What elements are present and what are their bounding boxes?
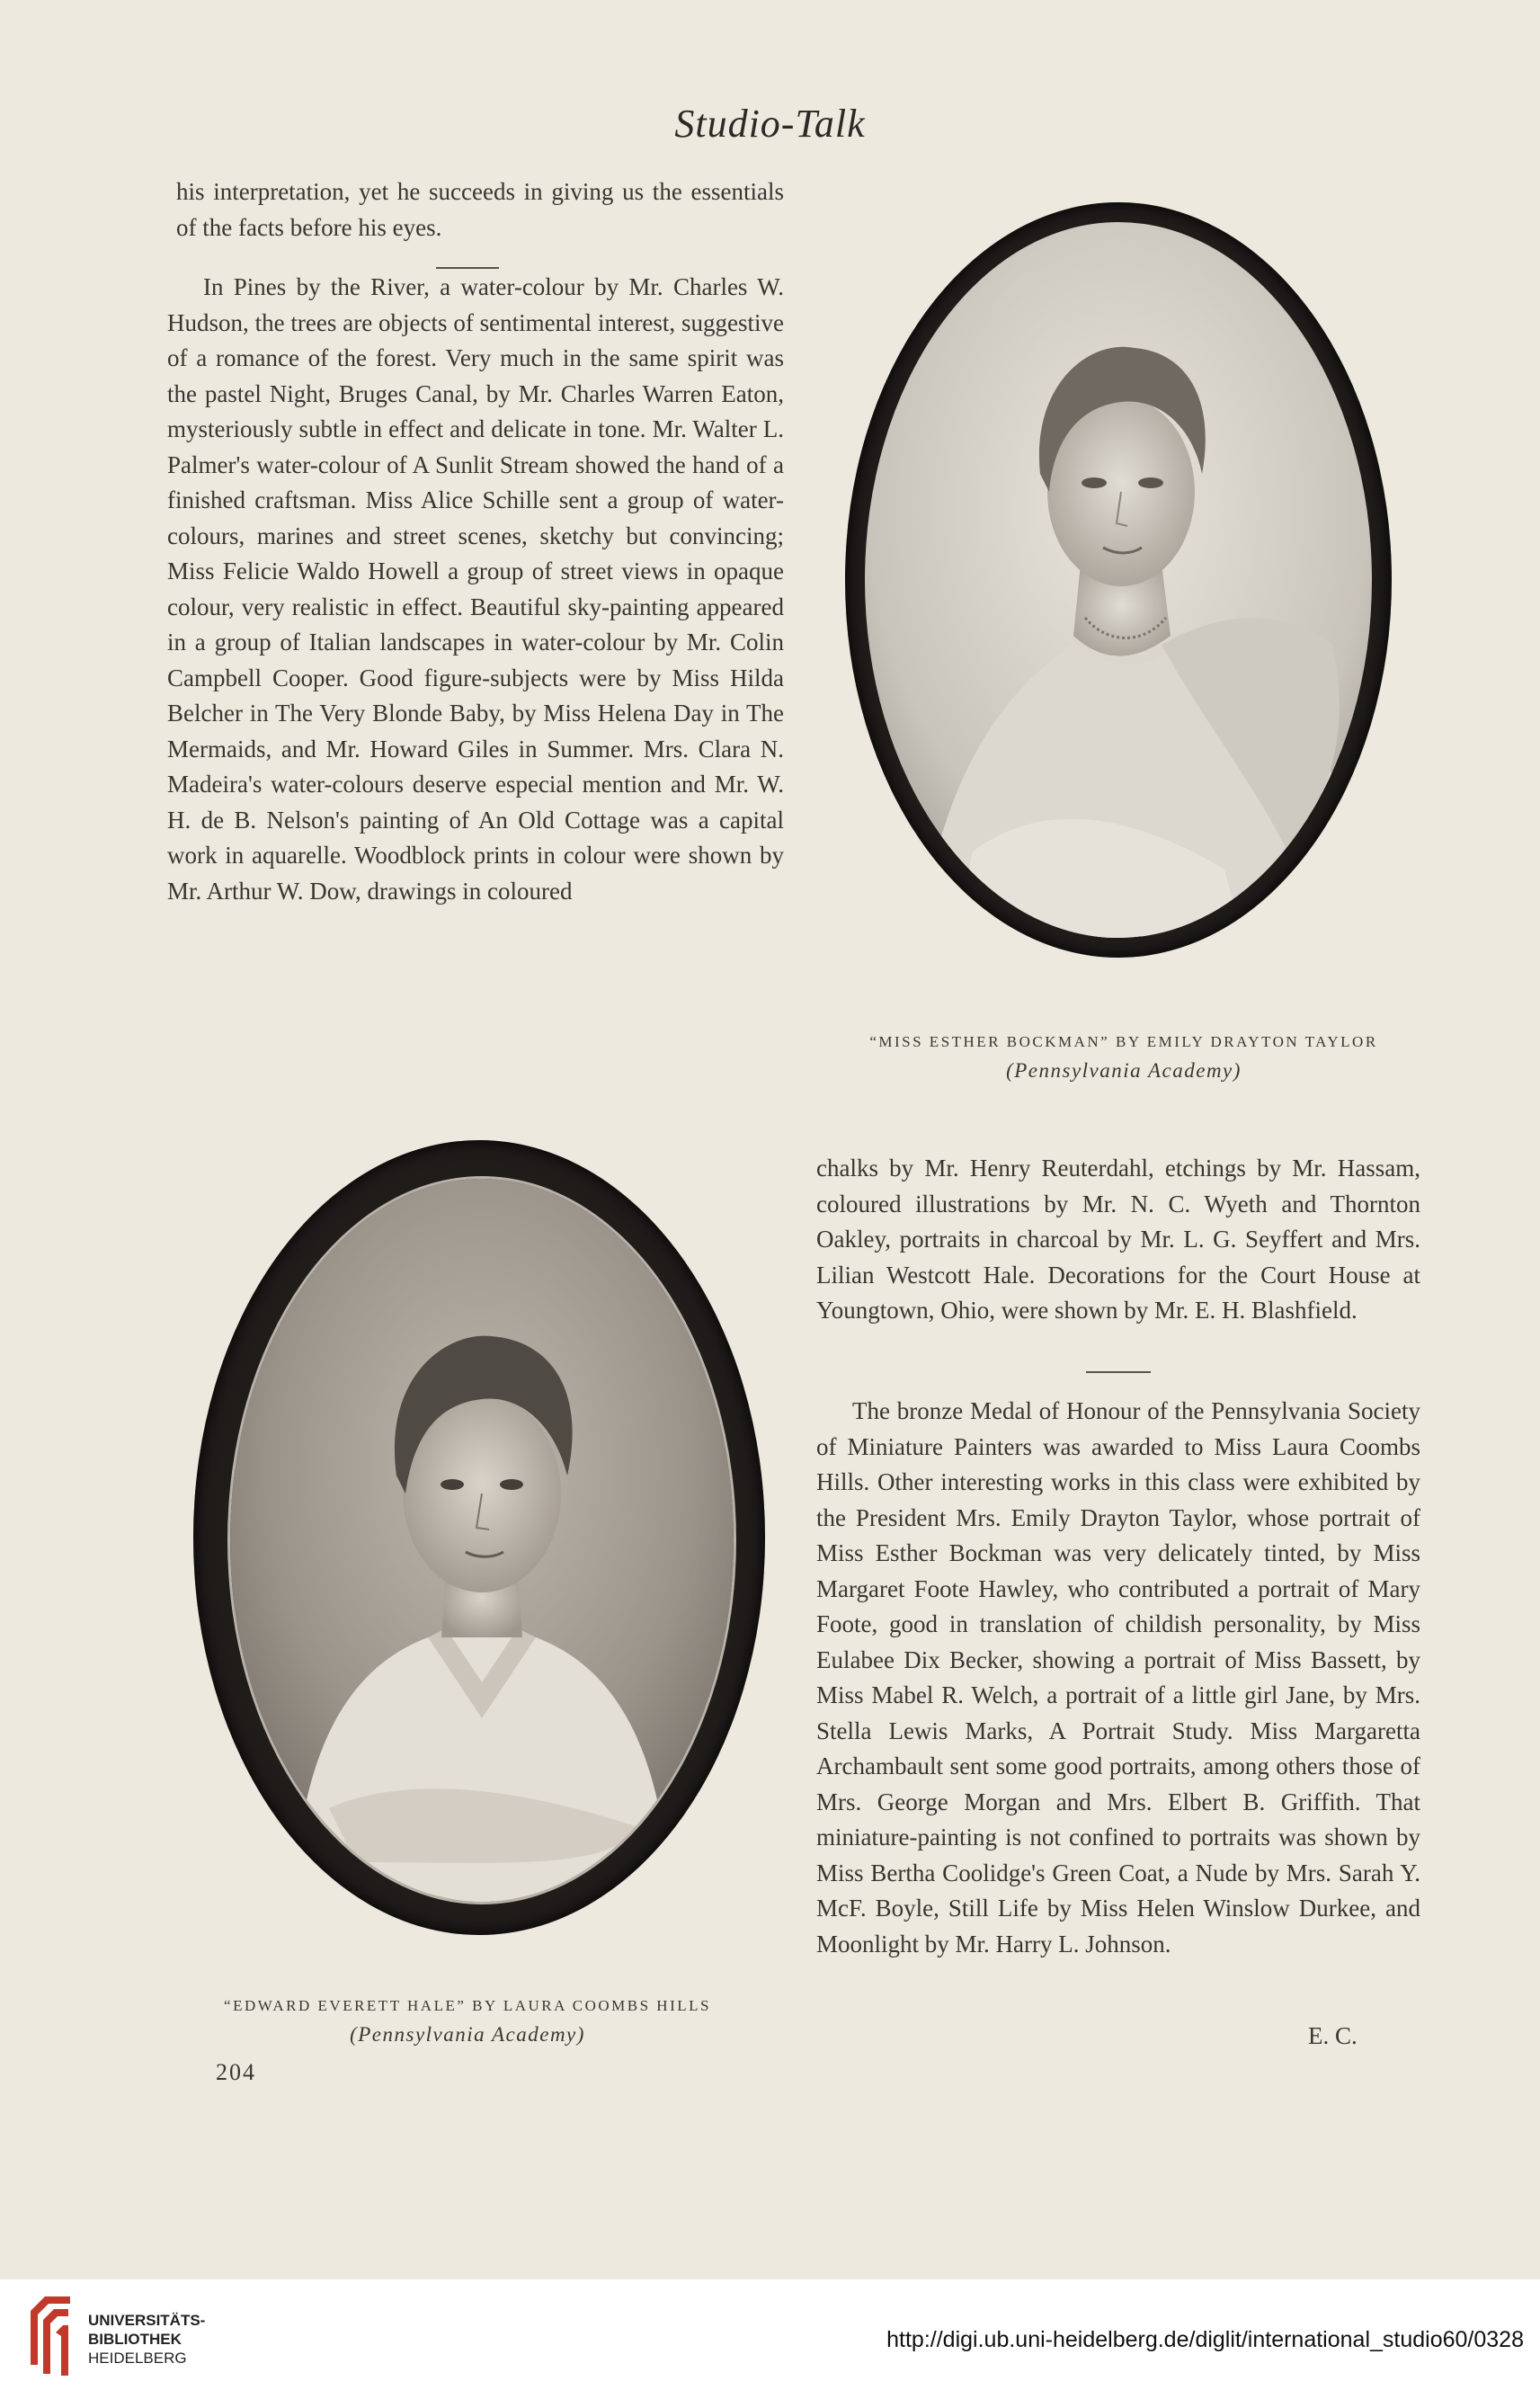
left-para-1: his interpretation, yet he succeeds in giving us the essentials of the facts before his eyes.: [176, 178, 784, 241]
right-column: [816, 1151, 1420, 1329]
caption-bockman: [814, 1028, 1434, 1085]
page-number: 204: [216, 2059, 256, 2085]
right-para-2: The bronze Medal of Honour of the Pennsylvania Society of Miniature Painters was awarded to Miss Laura Coombs Hills. Other interesting works in this class were exhibited by the President Mrs. Emily Drayton Taylor, whose portrait of Miss Esther Bockman was very delicately tinted, by Miss Margaret Foote Hawley, who contributed a portrait of Mary Foote, good in translation of childish personality, by Miss Eulabee Dix Becker, showing a portrait of Miss Bassett, by Miss Mabel R. Welch, a portrait of a little girl Jane, by Mrs. Stella Lewis Marks, A Portrait Study. Miss Margaretta Archambault sent some good portraits, among others those of Mrs. George Morgan and Mrs. Elbert B. Griffith. That miniature-painting is not confined to portraits was shown by Miss Bertha Coolidge's Green Coat, a Nude by Mrs. Sarah Y. McF. Boyle, Still Life by Miss Helen Winslow Durkee, and Moonlight by Mr. Harry L. Johnson.: [816, 1397, 1420, 1957]
right-para-1: chalks by Mr. Henry Reuterdahl, etchings by Mr. Hassam, coloured illustrations by Mr. N. C. Wyeth and Thornton Oakley, portraits in charcoal by Mr. L. G. Seyffert and Mrs. Lilian Westcott Hale. Decorations for the Court House at Youngtown, Ohio, were shown by Mr. E. H. Blashfield.: [816, 1155, 1420, 1324]
caption-hale-title: “EDWARD EVERETT HALE” BY LAURA COOMBS HILLS: [224, 1997, 711, 2014]
left-column: [176, 174, 784, 245]
library-logo-icon: [27, 2293, 74, 2378]
portrait-image-hale: [227, 1176, 736, 1904]
caption-hale-credit: (Pennsylvania Academy): [350, 2023, 585, 2046]
right-column-main: [816, 1394, 1420, 1962]
portrait-frame-hale: [193, 1140, 765, 1935]
caption-bockman-title: “MISS ESTHER BOCKMAN” BY EMILY DRAYTON TAYLOR: [869, 1033, 1378, 1050]
library-name-line1: UNIVERSITÄTS-: [88, 2312, 206, 2329]
caption-bockman-credit: (Pennsylvania Academy): [1006, 1059, 1242, 1082]
left-para-2: In Pines by the River, a water-colour by Mr. Charles W. Hudson, the trees are objects of sentimental interest, suggestive of a romance of the forest. Very much in the same spirit was the pastel Night, Bruges Canal, by Mr. Charles Warren Eaton, mysteriously subtle in effect and delicate in tone. Mr. Walter L. Palmer's water-colour of A Sunlit Stream showed the hand of a finished craftsman. Miss Alice Schille sent a group of water-colours, marines and street scenes, sketchy but convincing; Miss Felicie Waldo Howell a group of street views in opaque colour, very realistic in effect. Beautiful sky-painting appeared in a group of Italian landscapes in water-colour by Mr. Colin Campbell Cooper. Good figure-subjects were by Miss Hilda Belcher in The Very Blonde Baby, by Miss Helena Day in The Mermaids, and Mr. Howard Giles in Summer. Mrs. Clara N. Madeira's water-colours deserve especial mention and Mr. W. H. de B. Nelson's painting of An Old Cottage was a capital work in aquarelle. Woodblock prints in colour were shown by Mr. Arthur W. Dow, drawings in coloured: [167, 273, 784, 905]
library-name-line2: BIBLIOTHEK: [88, 2331, 182, 2348]
section-divider: [436, 267, 499, 269]
section-divider-right: [1086, 1371, 1151, 1373]
portrait-frame-bockman: [845, 202, 1392, 958]
library-name: [88, 2311, 205, 2368]
portrait-image-bockman: [865, 222, 1372, 938]
signature: E. C.: [1308, 2022, 1358, 2049]
left-column-main: [167, 270, 784, 909]
library-name-line3: HEIDELBERG: [88, 2350, 187, 2367]
caption-hale: [148, 1992, 787, 2049]
source-url-link[interactable]: http://digi.ub.uni-heidelberg.de/diglit/international_studio60/0328: [886, 2327, 1524, 2352]
running-head: Studio-Talk: [674, 102, 866, 146]
